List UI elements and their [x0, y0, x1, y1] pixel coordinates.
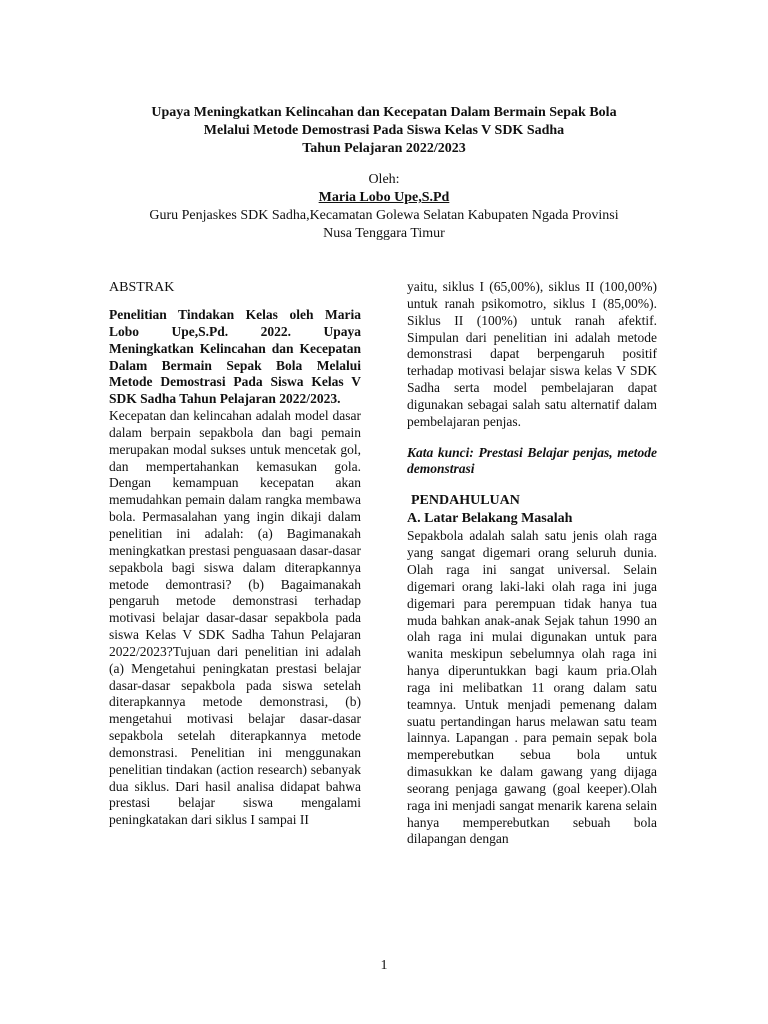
title-line-1: Upaya Meningkatkan Kelincahan dan Kecepatan Dalam Bermain Sepak Bola	[151, 105, 617, 120]
title-line-2: Melalui Metode Demostrasi Pada Siswa Kelas V SDK Sadha	[203, 123, 565, 138]
abstrak-body-left: Kecepatan dan kelincahan adalah model dasar dalam berpain sepakbola dan bagi pemain merupakan modal sukses untuk mencetak gol, dan mempertahankan kemasukan gola. Dengan kemampuan kecepatan akan memudahkan pemain dalam rangka membawa bola. Permasalahan yang ingin dikaji dalam penelitian ini adalah: (a) Bagimanakah meningkatkan prestasi penguasaan dasar-dasar sepakbola bagi siswa dalam diterapkannya metode demontrasi? (b) Bagaimanakah pengaruh metode demonstrasi terhadap motivasi belajar dasar-dasar sepakbola pada siswa Kelas V SDK Sadha Tahun Pelajaran 2022/2023?Tujuan dari penelitian ini adalah (a) Mengetahui peningkatan prestasi belajar dasar-dasar sepakbola pada siswa setelah diterapkannya metode demonstrasi, (b) mengetahui motivasi belajar dasar-dasar sepakbola setelah diterapkannya metode demonstrasi. Penelitian ini menggunakan penelitian tindakan (action research) sebanyak dua siklus. Dari hasil analisa didapat bahwa prestasi belajar siswa mengalami peningkatakan dari siklus I sampai II	[109, 408, 362, 828]
abstrak-heading: ABSTRAK	[109, 280, 175, 295]
author-name: Maria Lobo Upe,S.Pd	[318, 190, 450, 205]
page-number: 1	[380, 958, 388, 973]
oleh-label: Oleh:	[368, 172, 400, 187]
keywords: Kata kunci: Prestasi Belajar penjas, metode demonstrasi	[407, 444, 657, 477]
left-column	[109, 279, 361, 829]
latar-belakang-heading: A. Latar Belakang Masalah	[407, 511, 573, 527]
latar-belakang-body: Sepakbola adalah salah satu jenis olah raga yang sangat digemari orang seluruh dunia. Olah raga ini sangat universal. Selain digemari orang laki-laki olah raga ini juga digemari para perempuan tidak hanya tua muda bahkan anak-anak Sejak tahun 1990 an olah raga ini mulai digunakan untuk para wanita meskipun sebelumnya olah raga ini hanya diperuntukkan bagi kaum pria.Olah raga ini melibatkan 11 orang dalam satu teamnya. Untuk menjadi pemenang dalam suatu pertandingan harus melawan satu team lainnya. Lapangan . para pemain sepak bola memperebutkan sebua bola untuk dimasukkan ke dalam gawang yang dijaga seorang penjaga gawang (goal keeper).Olah raga ini menjadi sangat menarik karena selain hanya memperebutkan sebuah bola dilapangan dengan	[407, 528, 657, 847]
abstrak-body-right: yaitu, siklus I (65,00%), siklus II (100,00%) untuk ranah psikomotro, siklus I (85,00%). Siklus II (100%) untuk ranah afektif. Simpulan dari penelitian ini adalah metode demonstrasi dapat berpengaruh positif terhadap motivasi belajar siswa kelas V SDK Sadha serta model pembelajaran dapat digunakan sebagai salah satu alternatif dalam pembelajaran penjas.	[407, 279, 657, 429]
affiliation-line-1: Guru Penjaskes SDK Sadha,Kecamatan Golewa Selatan Kabupaten Ngada Provinsi	[149, 208, 619, 223]
title-line-3: Tahun Pelajaran 2022/2023	[302, 141, 466, 156]
paper-title	[60, 104, 708, 158]
affiliation-line-2: Nusa Tenggara Timur	[323, 226, 445, 241]
right-column	[407, 279, 657, 848]
abstrak-reference: Penelitian Tindakan Kelas oleh Maria Lobo Upe,S.Pd. 2022. Upaya Meningkatkan Kelincahan dan Kecepatan Dalam Bermain Sepak Bola Melalui Metode Demostrasi Pada Siswa Kelas V SDK Sadha Tahun Pelajaran 2022/2023.	[109, 307, 361, 407]
byline	[60, 171, 708, 243]
pendahuluan-heading: PENDAHULUAN	[411, 493, 520, 509]
